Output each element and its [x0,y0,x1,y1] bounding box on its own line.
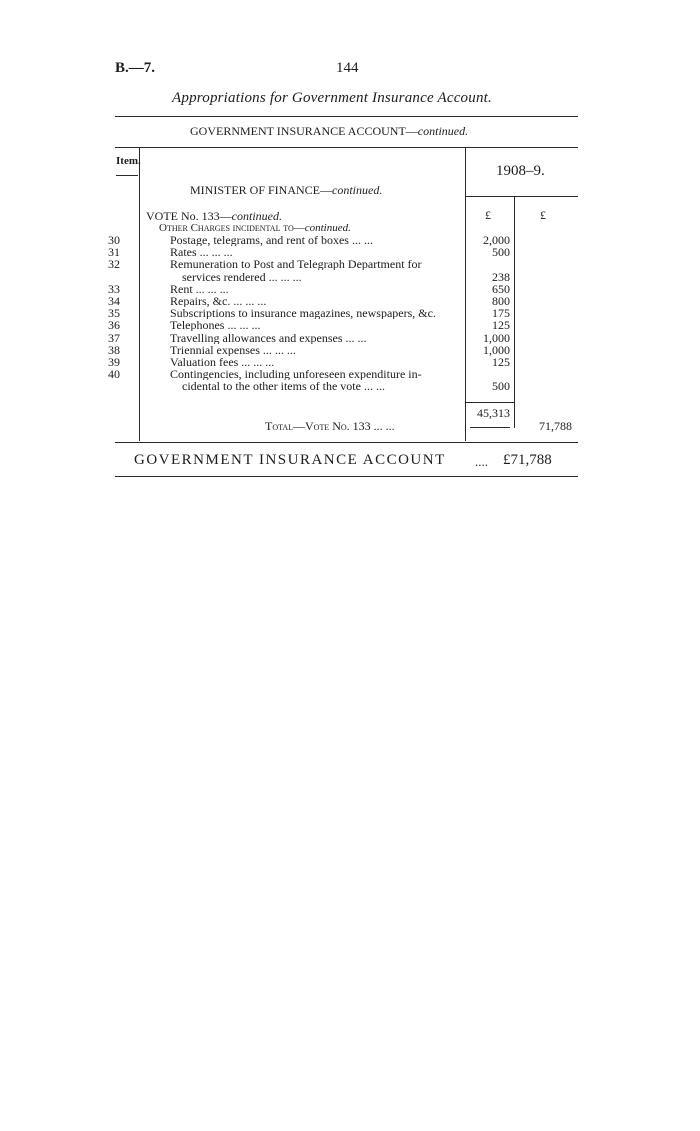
table-row [0,356,700,368]
footer-label: GOVERNMENT INSURANCE ACCOUNT [134,452,446,468]
item-number: 38 [108,342,120,357]
item-number: 36 [108,318,120,333]
table-bottom-rule [115,442,578,443]
item-description: Travelling allowances and expenses ... ... [170,331,367,344]
item-number: 30 [108,233,120,247]
item-amount: 500 [492,379,510,394]
year-header-rule [465,196,578,197]
total-amount: 71,788 [539,419,572,433]
item-number: 34 [108,294,120,308]
item-column-header: Item. [116,155,141,167]
item-header-underline [116,175,138,176]
subhead-heading [159,222,351,234]
item-description: cidental to the other items of the vote ... ... [182,380,385,393]
caption-main: GOVERNMENT INSURANCE ACCOUNT— [190,124,418,138]
table-row [0,344,700,356]
item-number: 40 [108,367,120,382]
item-description: Postage, telegrams, and rent of boxes ... ... [170,234,373,246]
vote-main: VOTE No. 133— [146,209,232,223]
table-row [0,368,700,380]
item-description: Rent ... ... ... [170,282,229,295]
item-amount: 175 [492,306,510,321]
table-row [0,271,700,283]
subtotal-rule [466,402,514,403]
caption-cont: continued. [417,124,469,138]
item-description: Valuation fees ... ... ... [170,356,275,368]
item-description: Subscriptions to insurance magazines, newspapers, &c. [170,307,436,320]
item-description: Contingencies, including unforeseen expenditure in- [170,368,422,381]
item-amount: 1,000 [483,342,510,357]
item-amount: 500 [492,245,510,260]
item-description: services rendered ... ... ... [182,270,302,283]
table-row [0,246,700,258]
item-description: Repairs, &c. ... ... ... [170,295,267,307]
footer-amount: £71,788 [503,452,552,468]
item-number: 33 [108,281,120,296]
subtotal-amount: 45,313 [477,406,510,420]
item-description: Telephones ... ... ... [170,319,261,332]
item-amount: 2,000 [483,233,510,247]
table-row [0,258,700,270]
footer-rule [115,476,578,477]
item-amount: 125 [492,318,510,333]
total-label: Total—Vote No. 133 ... ... [265,419,395,433]
table-row [0,283,700,295]
section-main: MINISTER OF FINANCE— [190,183,333,197]
item-description: Remuneration to Post and Telegraph Department for [170,258,422,271]
item-number: 32 [108,257,120,272]
table-row [0,332,700,344]
item-number: 31 [108,245,120,260]
table-row [0,380,700,392]
item-amount: 650 [492,281,510,296]
item-amount: 238 [492,269,510,284]
total-rule-col1 [470,427,510,428]
item-amount: 1,000 [483,330,510,345]
subhead-cont: continued. [304,222,351,234]
page-number: 144 [336,60,359,76]
document-reference: B.—7. [115,60,156,76]
table-row [0,307,700,319]
item-description: Triennial expenses ... ... ... [170,343,296,356]
section-heading [190,183,382,198]
currency-symbol-col2: £ [540,208,546,222]
footer-dots: .... [475,454,488,469]
vote-cont: continued. [231,209,282,223]
year-header: 1908–9. [496,163,545,179]
item-number: 37 [108,330,120,345]
subhead-main: Other Charges incidental to— [159,222,305,234]
top-rule [115,116,578,117]
item-number: 39 [108,355,120,369]
item-description: Rates ... ... ... [170,246,233,259]
table-row [0,234,700,246]
item-amount: 800 [492,294,510,308]
header-rule [115,147,578,148]
currency-symbol-col1: £ [485,208,491,222]
item-amount: 125 [492,355,510,369]
table-row [0,295,700,307]
item-number: 35 [108,306,120,321]
page-subtitle: Appropriations for Government Insurance Account. [172,90,492,106]
section-cont: continued. [332,183,383,197]
table-caption [190,124,468,139]
table-row [0,319,700,331]
